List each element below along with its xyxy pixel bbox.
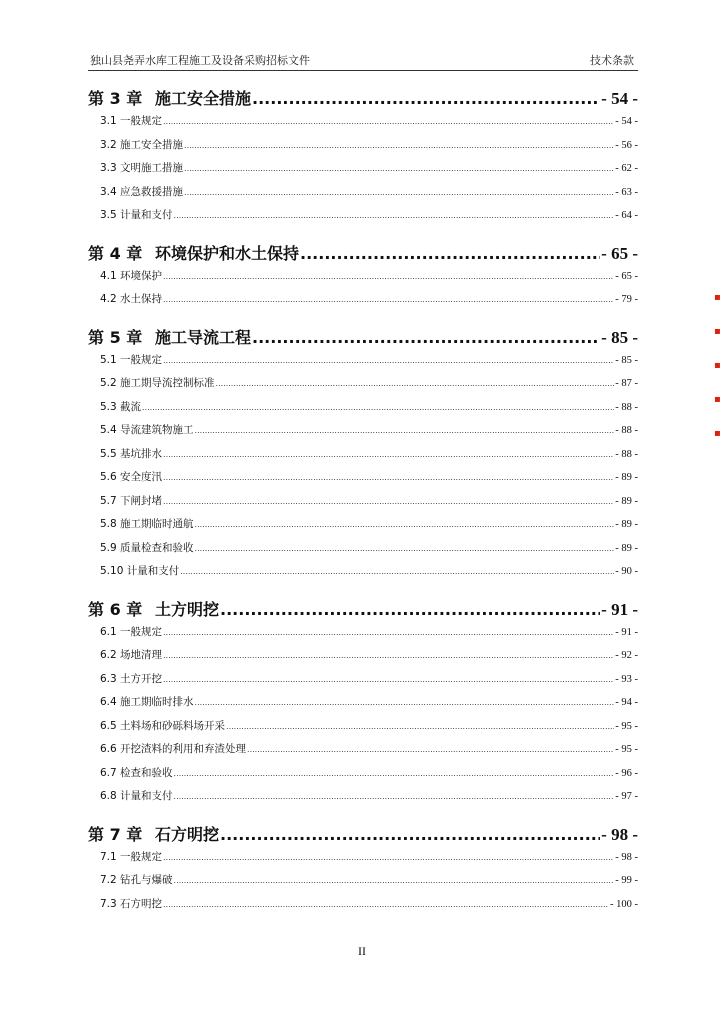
table-of-contents [88,86,638,919]
toc-entry-title: 下闸封堵 [120,494,163,507]
toc-entry-number: 6.2 [100,649,117,661]
toc-leader-dots [252,89,600,108]
toc-leader-dots [163,495,614,507]
toc-entry-label [100,493,162,508]
toc-entry-page: - 89 - [615,472,638,483]
toc-section-entry[interactable] [88,694,638,718]
toc-leader-dots [163,673,614,685]
toc-entry-label [100,872,173,887]
toc-section-entry[interactable] [88,765,638,789]
toc-section-entry[interactable] [88,207,638,231]
toc-entry-label [100,268,162,283]
toc-entry-page: - 79 - [615,294,638,305]
toc-entry-title: 钻孔与爆破 [120,874,173,886]
toc-entry-title: 安全度汛 [120,471,163,483]
toc-entry-title: 基坑排水 [120,447,163,460]
toc-section-entry[interactable] [88,624,638,648]
toc-leader-dots [163,851,614,863]
toc-entry-label [100,765,173,780]
toc-entry-title: 质量检查和验收 [120,541,194,554]
toc-entry-number: 3.3 [100,162,117,174]
toc-entry-number: 6.4 [100,696,117,708]
toc-entry-title: 施工期导流控制标准 [120,377,215,389]
toc-entry-number: 7.1 [100,850,117,863]
toc-leader-dots [184,162,614,174]
toc-entry-page: - 97 - [615,791,638,802]
toc-entry-number: 第 4 章 [88,243,143,263]
toc-section-entry[interactable] [88,469,638,493]
toc-leader-dots [163,448,614,460]
toc-leader-dots [195,696,615,708]
toc-entry-page: - 88 - [615,425,638,436]
toc-section-entry[interactable] [88,788,638,812]
toc-entry-label [88,86,251,109]
toc-entry-page: - 56 - [615,139,638,151]
toc-leader-dots [174,767,615,779]
toc-entry-page: - 95 - [615,720,638,732]
toc-section-entry[interactable] [88,446,638,470]
toc-entry-number: 4.1 [100,269,117,282]
toc-entry-page: - 62 - [615,163,638,174]
toc-section-entry[interactable] [88,184,638,208]
document-title: 独山县尧弄水库工程施工及设备采购招标文件 [90,54,310,67]
toc-entry-title: 环境保护和水土保持 [155,243,300,263]
toc-section-entry[interactable] [88,718,638,742]
toc-entry-number: 6.5 [100,719,117,732]
toc-entry-label [100,113,162,128]
toc-entry-page: - 54 - [615,116,638,127]
toc-entry-number: 3.2 [100,138,117,151]
toc-section-entry[interactable] [88,671,638,695]
toc-chapter-entry[interactable] [88,241,638,268]
toc-entry-page: - 88 - [615,401,638,413]
toc-entry-title: 施工期临时排水 [120,696,194,708]
toc-entry-label [100,446,162,461]
toc-entry-page: - 91 - [601,599,638,619]
toc-entry-number: 3.5 [100,209,117,221]
toc-entry-label [100,718,225,733]
toc-entry-label [100,647,162,662]
toc-entry-title: 计量和支付 [126,565,180,577]
toc-leader-dots [216,377,615,389]
toc-entry-page: - 89 - [615,519,638,530]
toc-entry-label [100,741,246,756]
toc-chapter-entry[interactable] [88,86,638,113]
toc-entry-label [100,207,173,222]
toc-entry-title: 施工导流工程 [155,327,252,347]
toc-entry-number: 6.7 [100,766,117,779]
toc-entry-title: 石方明挖 [120,897,163,910]
toc-entry-title: 导流建筑物施工 [120,424,194,436]
toc-section-entry[interactable] [88,113,638,137]
toc-leader-dots [174,790,615,802]
toc-entry-page: - 63 - [615,186,638,198]
toc-entry-number: 6.6 [100,743,117,755]
toc-leader-dots [163,354,614,366]
toc-section-entry[interactable] [88,268,638,292]
toc-entry-number: 5.5 [100,447,117,460]
toc-entry-title: 施工安全措施 [120,138,184,151]
toc-entry-label [88,325,251,348]
chapter-gap [88,231,638,241]
toc-entry-number: 7.2 [100,874,117,886]
toc-section-entry[interactable] [88,741,638,765]
toc-entry-page: - 92 - [615,650,638,661]
toc-entry-number: 5.9 [100,541,117,554]
toc-entry-number: 第 5 章 [88,327,143,347]
toc-section-entry[interactable] [88,849,638,873]
toc-entry-title: 施工期临时通航 [120,518,194,530]
toc-leader-dots [163,471,614,483]
toc-entry-title: 计量和支付 [120,209,173,221]
toc-entry-title: 场地清理 [120,649,163,661]
toc-entry-page: - 88 - [615,448,638,460]
toc-entry-number: 6.3 [100,672,117,685]
toc-entry-label [100,160,183,175]
toc-entry-title: 应急救援措施 [120,185,184,198]
toc-leader-dots [163,898,609,910]
toc-leader-dots [195,518,615,530]
toc-leader-dots [163,115,614,127]
toc-leader-dots [163,293,614,305]
toc-entry-number: 第 7 章 [88,824,143,844]
toc-entry-title: 施工安全措施 [155,89,252,108]
toc-leader-dots [174,209,615,221]
toc-entry-label [100,788,173,803]
toc-entry-number: 4.2 [100,293,117,305]
toc-entry-page: - 89 - [615,495,638,507]
toc-chapter-entry[interactable] [88,822,638,849]
toc-entry-label [100,291,162,306]
toc-section-entry[interactable] [88,399,638,423]
toc-entry-number: 3.4 [100,185,117,198]
toc-entry-label [100,896,162,911]
toc-leader-dots [195,424,615,436]
toc-leader-dots [184,186,614,198]
toc-entry-title: 截流 [120,400,142,413]
toc-leader-dots [220,600,600,619]
toc-entry-label [88,597,219,620]
toc-entry-title: 检查和验收 [120,766,173,779]
toc-entry-label [100,352,162,367]
toc-entry-page: - 95 - [615,744,638,755]
toc-entry-title: 一般规定 [120,850,163,863]
toc-section-entry[interactable] [88,872,638,896]
toc-entry-number: 5.7 [100,494,117,507]
toc-entry-page: - 98 - [601,824,638,844]
toc-section-entry[interactable] [88,137,638,161]
toc-entry-title: 水土保持 [120,293,163,305]
toc-entry-label [100,137,183,152]
toc-entry-number: 5.1 [100,353,117,366]
toc-entry-title: 一般规定 [120,625,163,638]
toc-entry-label [100,563,179,578]
toc-leader-dots [163,270,614,282]
toc-leader-dots [174,874,615,886]
toc-section-entry[interactable] [88,375,638,399]
toc-entry-number: 5.3 [100,400,117,413]
toc-entry-number: 6.1 [100,625,117,638]
toc-entry-title: 土料场和砂砾料场开采 [120,719,226,732]
toc-entry-label [88,822,219,845]
toc-leader-dots [226,720,614,732]
side-stamp-mark: ▪ ▪ ▪ ▪ ▪ [714,292,721,439]
toc-entry-label [100,516,194,531]
toc-entry-title: 一般规定 [120,353,163,366]
toc-leader-dots [180,565,614,577]
chapter-gap [88,812,638,822]
toc-entry-label [100,399,141,414]
toc-leader-dots [142,401,614,413]
toc-section-entry[interactable] [88,647,638,671]
toc-section-entry[interactable] [88,160,638,184]
toc-entry-label [88,241,299,264]
toc-leader-dots [163,649,614,661]
toc-entry-number: 3.1 [100,115,117,127]
chapter-gap [88,315,638,325]
toc-entry-title: 一般规定 [120,115,163,127]
toc-entry-label [100,422,194,437]
toc-entry-page: - 85 - [615,354,638,366]
toc-leader-dots [195,542,615,554]
toc-section-entry[interactable] [88,493,638,517]
toc-entry-page: - 94 - [615,697,638,708]
section-label: 技术条款 [590,54,634,67]
toc-entry-number: 5.6 [100,471,117,483]
toc-entry-page: - 99 - [615,875,638,886]
toc-entry-label [100,184,183,199]
toc-entry-page: - 64 - [615,210,638,221]
toc-entry-page: - 98 - [615,851,638,863]
toc-entry-page: - 87 - [615,378,638,389]
toc-entry-label [100,469,162,484]
toc-entry-label [100,540,194,555]
toc-leader-dots [247,743,614,755]
toc-entry-title: 石方明挖 [155,824,220,844]
page-header [88,52,638,71]
toc-entry-label [100,671,162,686]
toc-leader-dots [252,328,600,347]
toc-section-entry[interactable] [88,516,638,540]
chapter-gap [88,587,638,597]
toc-entry-number: 第 3 章 [88,89,143,108]
toc-leader-dots [163,626,614,638]
toc-entry-page: - 100 - [610,898,638,910]
toc-section-entry[interactable] [88,563,638,587]
toc-entry-page: - 85 - [601,327,638,347]
page-number: II [358,944,366,958]
toc-entry-label [100,849,162,864]
toc-entry-page: - 65 - [615,270,638,282]
toc-entry-number: 5.10 [100,565,124,577]
toc-entry-number: 7.3 [100,897,117,910]
toc-entry-title: 计量和支付 [120,790,173,802]
toc-section-entry[interactable] [88,422,638,446]
toc-section-entry[interactable] [88,540,638,564]
toc-entry-title: 文明施工措施 [120,162,184,174]
toc-entry-title: 开挖渣料的利用和弃渣处理 [120,743,247,755]
toc-entry-label [100,624,162,639]
toc-entry-page: - 96 - [615,767,638,779]
toc-chapter-entry[interactable] [88,325,638,352]
toc-entry-number: 5.2 [100,377,117,389]
toc-entry-page: - 90 - [615,566,638,577]
toc-entry-number: 6.8 [100,790,117,802]
toc-entry-title: 土方明挖 [155,599,220,619]
toc-entry-label [100,694,194,709]
toc-entry-label [100,375,215,390]
toc-entry-page: - 54 - [601,89,638,108]
toc-entry-number: 第 6 章 [88,599,143,619]
toc-entry-title: 土方开挖 [120,672,163,685]
toc-section-entry[interactable] [88,352,638,376]
toc-entry-page: - 91 - [615,626,638,638]
toc-entry-page: - 89 - [615,542,638,554]
toc-leader-dots [184,139,614,151]
toc-entry-title: 环境保护 [120,269,163,282]
toc-leader-dots [300,244,600,263]
toc-entry-number: 5.4 [100,424,117,436]
toc-entry-page: - 93 - [615,673,638,685]
toc-entry-page: - 65 - [601,243,638,263]
toc-section-entry[interactable] [88,291,638,315]
toc-entry-number: 5.8 [100,518,117,530]
toc-chapter-entry[interactable] [88,597,638,624]
toc-leader-dots [220,825,600,844]
toc-section-entry[interactable] [88,896,638,920]
